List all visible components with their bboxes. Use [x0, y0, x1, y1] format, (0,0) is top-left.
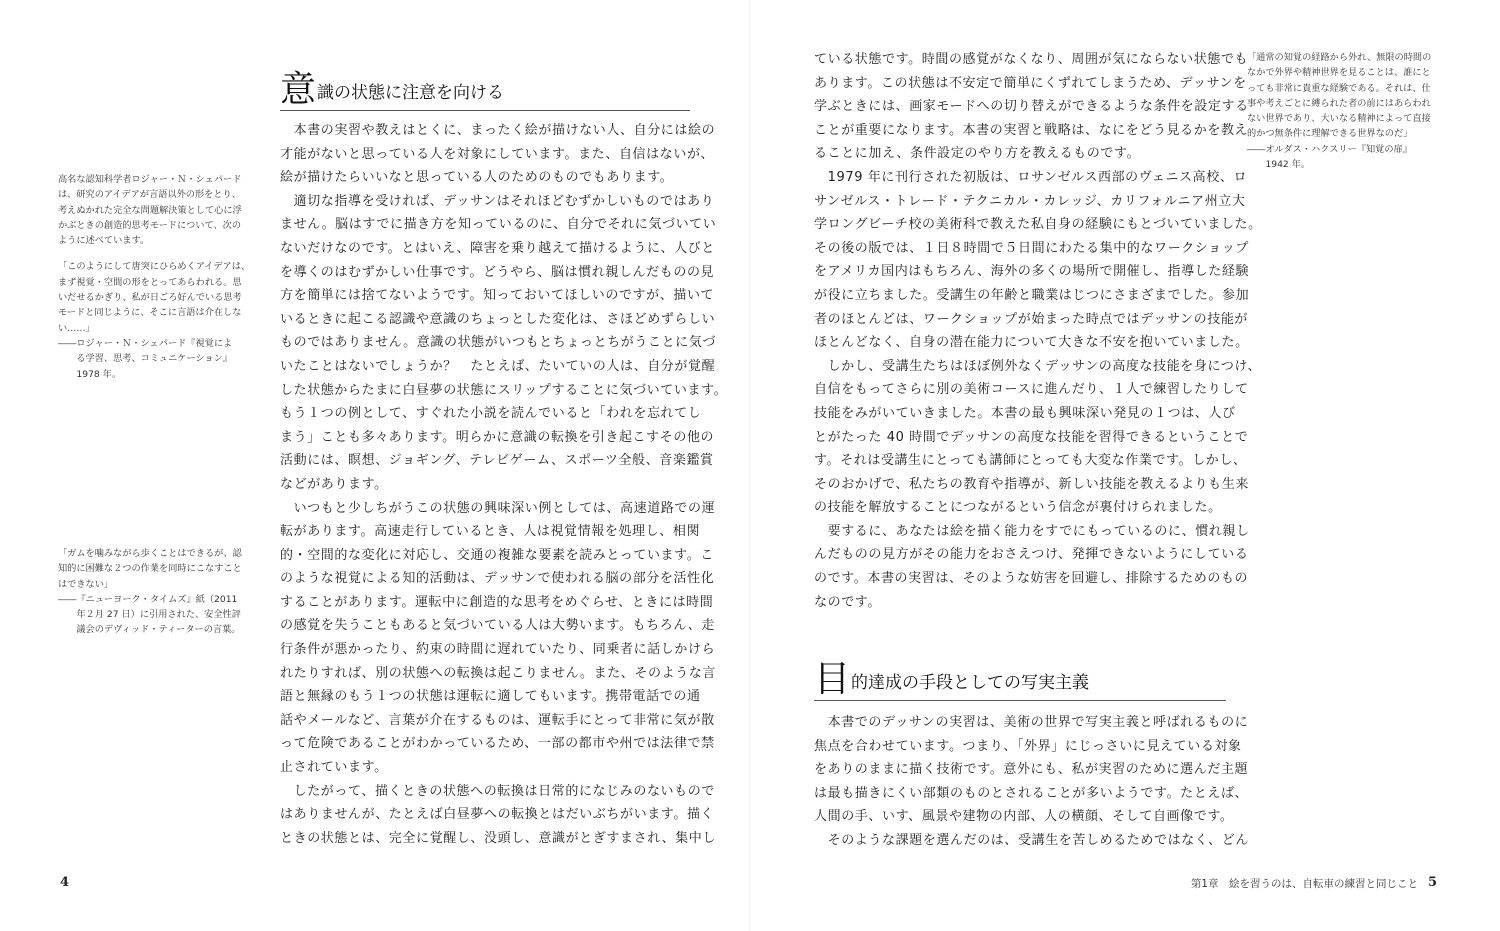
side-note-shepard — [58, 172, 250, 382]
body-line: 技能をみがいていきました。本書の最も興味深い発見の１つは、人び — [814, 405, 1236, 421]
running-head — [1191, 876, 1418, 891]
note-line: モードと同じように、そこに言語は介在しな — [58, 307, 242, 319]
body-line: はありませんが、たとえば白昼夢への転換とはだいぶちがいます。描く — [280, 807, 715, 823]
body-line: れたりすれば、別の状態への転換は起こりません。また、そのような言 — [280, 665, 716, 681]
body-line: その後の版では、１日８時間で５日間にわたる集中的なワークショップ — [814, 240, 1249, 256]
body-line: 1979 年に刊行された初版は、ロサンゼルス西部のヴェニス高校、ロ — [814, 169, 1248, 185]
body-line: の感覚を失うこともあると気づいている人は大勢います。もちろん、走 — [280, 618, 715, 634]
body-line: のです。本書の実習は、そのような妨害を回避し、排除するためのもの — [814, 571, 1249, 587]
body-line: まう」ことも多々あります。明らかに意識の転換を引き起こすその他の — [280, 429, 715, 445]
body-line: などがあります。 — [280, 476, 388, 492]
body-line: をありのままに描く技術です。意外にも、私が実習のために選んだ主題 — [814, 762, 1249, 778]
body-line: 者のほとんどは、ワークショップが始まった時点ではデッサンの技能が — [814, 311, 1249, 327]
body-line: したがって、描くときの状態への転換は日常的になじみのないもので — [280, 783, 715, 799]
body-line: 本書の実習や教えはとくに、まったく絵が描けない人、自分には絵の — [280, 123, 716, 138]
page-number-left: 4 — [60, 875, 70, 890]
note-line: 1942 年。 — [1247, 159, 1311, 171]
body-line: す。それは受講生にとっても講師にとっても大変な作業です。しかし、 — [814, 453, 1247, 469]
heading-initial-char: 目 — [814, 659, 851, 700]
heading-text: 的達成の手段としての写実主義 — [851, 673, 1090, 693]
body-line: 話やメールなど、言葉が介在するものは、運転手にとって非常に気が散 — [280, 712, 715, 728]
body-line: 的・空間的な変化に対応し、交通の複雑な要素を読みとっています。こ — [280, 547, 714, 563]
right-body-text-1 — [814, 48, 1262, 614]
body-line: いたことはないでしょうか？ たとえば、たいていの人は、自分が覚醒 — [280, 358, 716, 374]
section-heading-right — [814, 659, 1226, 701]
body-line: した状態からたまに白昼夢の状態にスリップすることに気づいています。 — [280, 382, 728, 398]
body-line: 自信をもってさらに別の美術コースに進んだり、１人で練習したりして — [814, 382, 1249, 398]
body-line: とがたった 40 時間でデッサンの高度な技能を習得できるということで — [814, 429, 1249, 445]
body-line: することがあります。運転中に創造的な思考をめぐらせ、ときには時間 — [280, 594, 714, 610]
body-line: 転があります。高速走行しているとき、人は視覚情報を処理し、相関 — [280, 524, 701, 540]
note-line: 1978 年。 — [58, 368, 122, 380]
body-line: なのです。 — [814, 594, 881, 610]
body-line: ることに加え、条件設定のやり方を教えるものです。 — [814, 146, 1141, 162]
note-line — [58, 248, 250, 259]
body-line: しかし、受講生たちはほぼ例外なくデッサンの高度な技能を身につけ、 — [814, 358, 1262, 374]
body-line: 学ぶときには、画家モードへの切り替えができるような条件を設定する — [814, 99, 1249, 115]
note-line: い……」 — [58, 322, 95, 334]
note-line: 的かつ無条件に理解できる世界なのだ」 — [1247, 128, 1413, 140]
body-line: んだものの見方がその能力をおさえつけ、発揮できないようにしている — [814, 547, 1249, 563]
note-line: まず視覚・空間の形をとってあらわれる。思 — [58, 276, 242, 288]
body-line: ほとんどなく、自身の潜在能力について大きな不安を抱いていました。 — [814, 335, 1249, 351]
body-line: あります。この状態は不安定で簡単にくずれてしまうため、デッサンを — [814, 75, 1247, 91]
note-line: いだせるかぎり、私が日ごろ好んでいる思考 — [58, 292, 242, 304]
heading-initial-char: 意 — [280, 69, 317, 110]
note-line: ――オルダス・ハクスリー『知覚の扉』 — [1247, 143, 1412, 155]
body-line: 絵が描けたらいいなと思っている人のためのものでもあります。 — [280, 170, 674, 186]
note-line: ――『ニューヨーク・タイムズ』紙（2011 — [58, 593, 238, 605]
note-line: 「通常の知覚の経路から外れ、無限の時間の — [1247, 52, 1432, 63]
section-heading-left — [280, 69, 690, 111]
body-line: ときの状態とは、完全に覚醒し、没頭し、意識がとぎすまされ、集中し — [280, 830, 716, 846]
body-line: を導くのはむずかしい仕事です。どうやら、脳は慣れ親しんだものの見 — [280, 264, 715, 280]
note-line: ない世界であり、大いなる精神によって直接 — [1247, 113, 1431, 125]
left-body-text — [280, 119, 727, 850]
body-line: のような視覚による知的活動は、デッサンで使われる脳の部分を活性化 — [280, 571, 715, 587]
body-line: 学ロングビーチ校の美術科で教えた私自身の経験にもとづいていました。 — [814, 217, 1262, 233]
body-line: をアメリカ国内はもちろん、海外の多くの場所で開催し、指導した経験 — [814, 264, 1250, 280]
side-note-nytimes — [58, 546, 242, 638]
body-line: サンゼルス・トレード・テクニカル・カレッジ、カリフォルニア州立大 — [814, 193, 1246, 209]
note-line: は、研究のアイデアが言語以外の形をとり、 — [58, 189, 241, 201]
body-line: ものではありません。意識の状態がいつもとちょっとちがうことに気づ — [280, 335, 716, 351]
note-line: 「ガムを噛みながら歩くことはできるが、認 — [58, 548, 242, 559]
note-line: ように述べています。 — [58, 235, 150, 247]
body-line: の技能を解放することにつながるという信念が裏付けられました。 — [814, 500, 1222, 516]
body-line: 本書でのデッサンの実習は、美術の世界で写実主義と呼ばれるものに — [814, 715, 1249, 730]
note-line: なかで外界や精神世界を見ることは、誰にと — [1247, 67, 1431, 79]
body-line: 止されています。 — [280, 760, 388, 776]
body-line: 適切な指導を受ければ、デッサンはそれほどむずかしいものではあり — [280, 193, 715, 209]
body-line: ている状態です。時間の感覚がなくなり、周囲が気にならない状態でも — [814, 52, 1249, 67]
note-line: ――ロジャー・Ｎ・シェパード『視覚によ — [58, 337, 233, 349]
note-line: 年２月 27 日）に引用された、安全性評 — [58, 609, 241, 621]
body-line: 方を簡単には捨てないようです。知っておいてほしいのですが、描いて — [280, 288, 715, 304]
body-line: そのような課題を選んだのは、受講生を苦しめるためではなく、どん — [814, 832, 1249, 848]
body-line: が役に立ちました。受講生の年齢と職業はじつにさまざまでした。参加 — [814, 287, 1250, 303]
right-body-text-2 — [814, 711, 1249, 853]
note-line: 考えぬかれた完全な問題解決策として心に浮 — [58, 204, 242, 216]
heading-text: 識の状態に注意を向ける — [317, 83, 505, 103]
body-line: いつもと少しちがうこの状態の興味深い例としては、高速道路での運 — [280, 500, 716, 516]
body-line: 焦点を合わせています。つまり、「外界」にじっさいに見えている対象 — [814, 738, 1242, 754]
note-line: 議会のデヴィッド・ティーターの言葉。 — [58, 624, 241, 636]
body-line: ません。脳はすでに描き方を知っているのに、自分でそれに気づいてい — [280, 217, 717, 233]
note-line: 「このようにして唐突にひらめくアイデアは、 — [58, 261, 251, 273]
note-line: 知的に困難な２つの作業を同時にこなすこと — [58, 563, 242, 575]
side-note-huxley — [1247, 50, 1431, 172]
note-line: かぶときの創造的思考モードについて、次の — [58, 219, 242, 231]
body-line: もう１つの例として、すぐれた小説を読んでいると「われを忘れてし — [280, 406, 702, 422]
body-line: ことが重要になります。本書の実習と戦略は、なにをどう見るかを教え — [814, 122, 1249, 138]
body-line: 才能がないと思っている人を対象にしています。また、自信はないが、 — [280, 146, 715, 162]
chapter-title: 第1章 絵を習うのは、自転車の練習と同じこと — [1190, 878, 1418, 890]
body-line: そのおかげで、私たちの教育や指導が、新しい技能を教えるよりも生来 — [814, 476, 1249, 492]
body-line: いるときに起こる認識や意識のちょっとした変化は、さほどめずらしい — [280, 311, 716, 327]
body-line: ないだけなのです。とはいえ、障害を乗り越えて描けるように、人びと — [280, 240, 715, 256]
note-line: っても非常に貴重な経験である。それは、仕 — [1247, 82, 1431, 94]
note-line: はできない」 — [58, 578, 114, 590]
body-line: 要するに、あなたは絵を描く能力をすでにもっているのに、慣れ親し — [814, 523, 1250, 539]
body-line: は最も描きにくい部類のものとされることが多いようです。たとえば、 — [814, 785, 1249, 801]
gutter-divider — [749, 0, 751, 931]
body-line: 人間の手、いす、風景や建物の内部、人の横顔、そして自画像です。 — [814, 809, 1234, 825]
note-line: 事や考えごとに縛られた者の前にはあらわれ — [1247, 97, 1431, 109]
body-line: 語と無縁のもう１つの状態は運転に適してもいます。携帯電話での通 — [280, 689, 701, 705]
note-line: 高名な認知科学者ロジャー・Ｎ・シェパード — [58, 174, 242, 185]
body-line: って危険であることがわかっているため、一部の都市や州では法律で禁 — [280, 736, 715, 752]
page-number-right: 5 — [1428, 875, 1438, 890]
body-line: 行条件が悪かったり、約束の時間に遅れていたり、同乗者に話しかけら — [280, 642, 716, 658]
note-line: る学習、思考、コミュニケーション』 — [58, 353, 233, 365]
body-line: 活動には、瞑想、ジョギング、テレビゲーム、スポーツ全般、音楽鑑賞 — [280, 453, 714, 469]
